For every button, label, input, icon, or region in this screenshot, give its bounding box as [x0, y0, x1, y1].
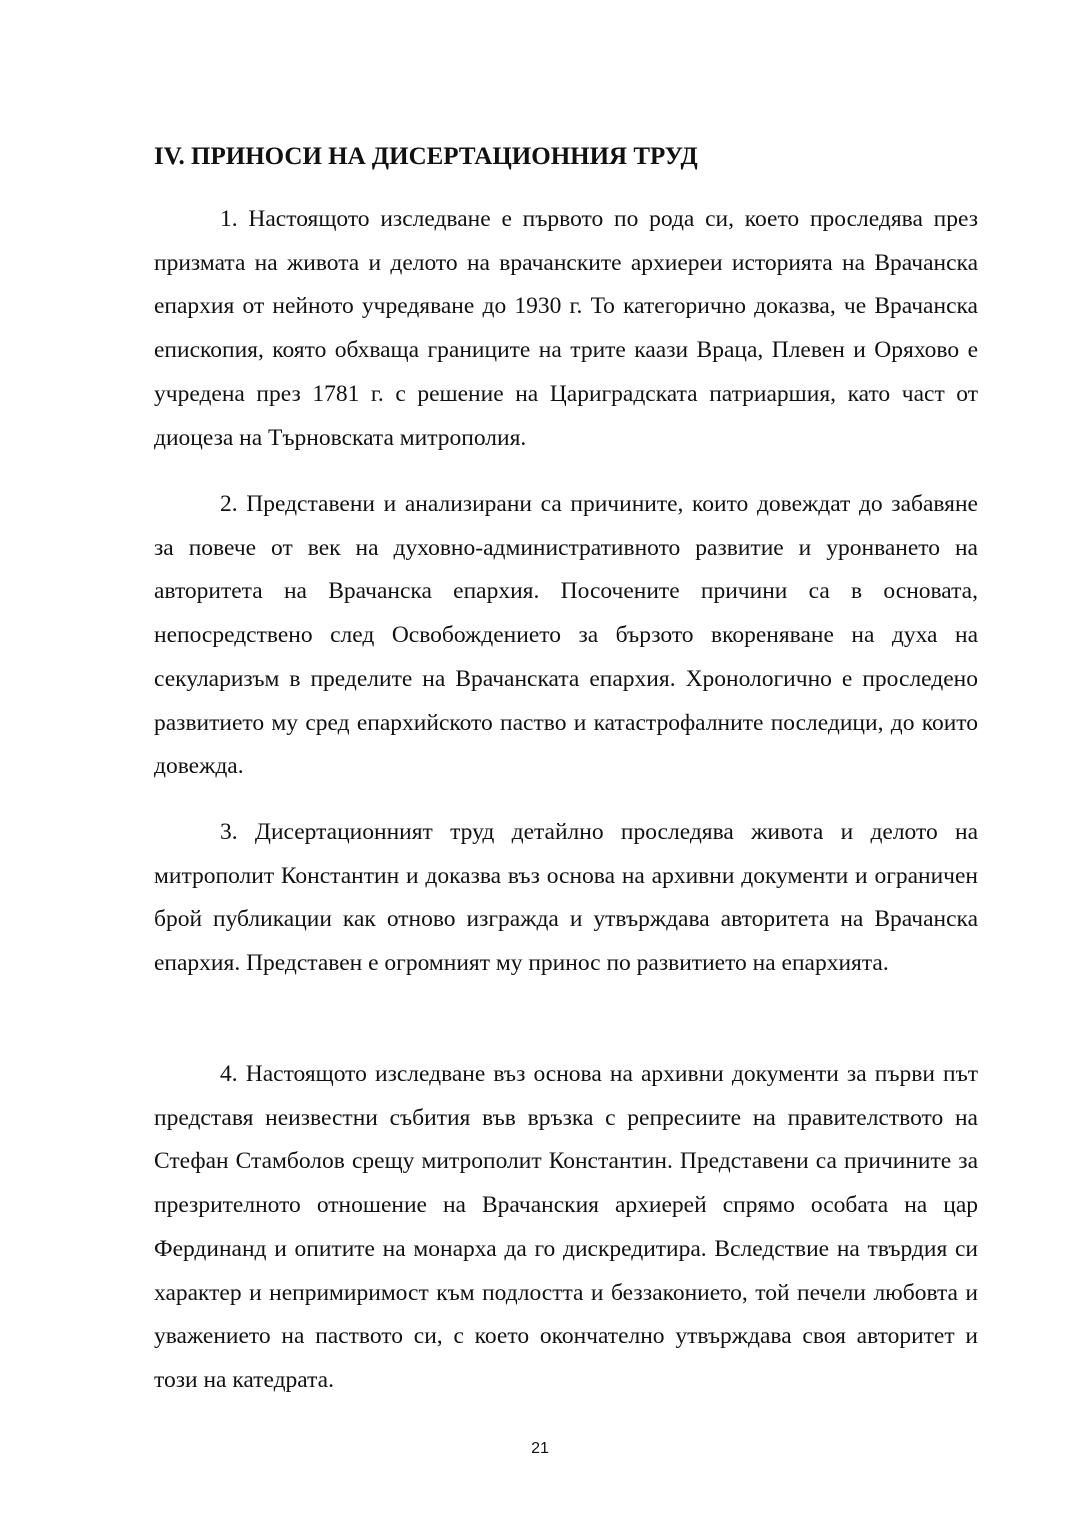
contribution-paragraph-3: 3. Дисертационният труд детайлно проследява живота и делото на митрополит Константин и доказва въз основа на архивни документи и ограничен брой публикации как отново изгражда и утвърждава авторитета на Врачанска епархия. Представен е огромният му принос по развитието на епархията. [154, 819, 978, 977]
contribution-paragraph-1: 1. Настоящото изследване е първото по рода си, което проследява през призмата на живота и делото на врачанските архиереи историята на Врачанска епархия от нейното учредяване до 1930 г. То категорично доказва, че Врачанска епископия, която обхваща границите на трите каази Враца, Плевен и Оряхово е учредена през 1781 г. с решение на Цариградската патриаршия, като част от диоцеза на Търновската митрополия. [154, 206, 978, 451]
contribution-paragraph-4: 4. Настоящото изследване въз основа на архивни документи за първи път представя неизвестни събития във връзка с репресиите на правителството на Стефан Стамболов срещу митрополит Константин. Представени са причините за презрителното отношение на Врачанския архиерей спрямо особата на цар Фердинанд и опитите на монарха да го дискредитира. Вследствие на твърдия си характер и непримиримост към подлостта и беззаконието, той печели любовта и уважението на паството си, с което окончателно утвърждава своя авторитет и този на катедрата. [154, 1061, 978, 1393]
contribution-paragraph-2: 2. Представени и анализирани са причините, които довеждат до забавяне за повече от век на духовно-административното развитие и уронването на авторитета на Врачанска епархия. Посочените причини са в основата, непосредствено след Освобождението за бързото вкореняване на духа на секуларизъм в пределите на Врачанската епархия. Хронологично е проследено развитието му сред епархийското паство и катастрофалните последици, до които довежда. [154, 491, 978, 780]
section-heading: IV. ПРИНОСИ НА ДИСЕРТАЦИОННИЯ ТРУД [154, 143, 698, 170]
page-number: 21 [531, 1440, 549, 1457]
